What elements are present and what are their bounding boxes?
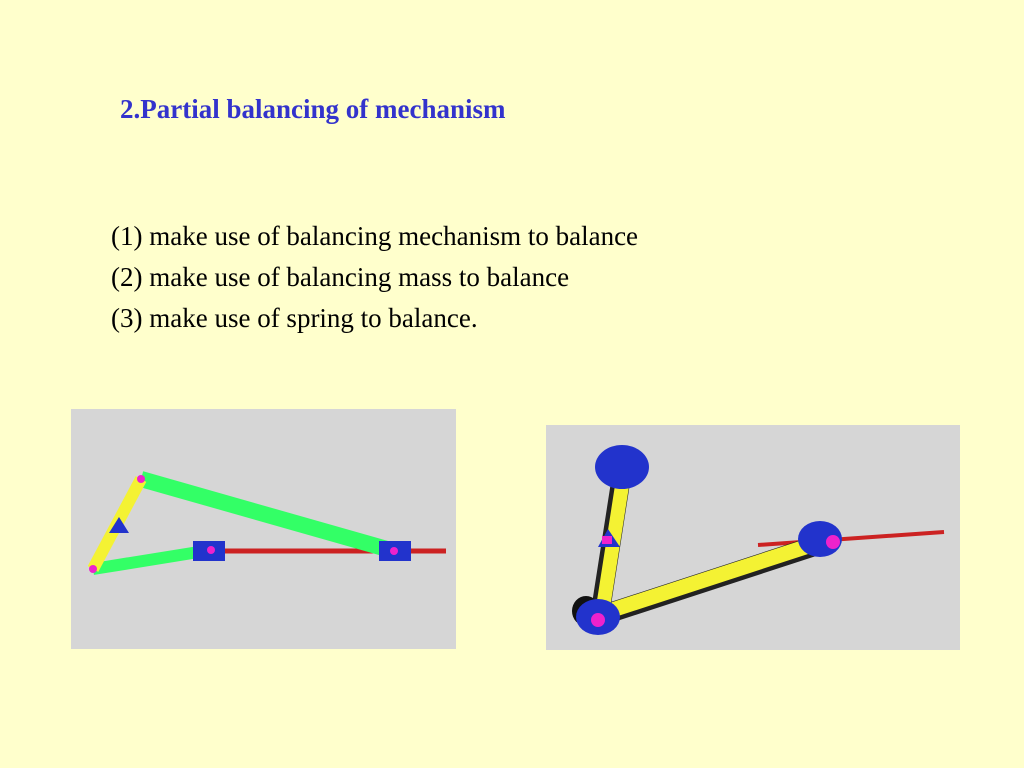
joint [89, 565, 97, 573]
joint [137, 475, 145, 483]
method-item-2: (2) make use of balancing mass to balance [111, 262, 570, 292]
joint [390, 547, 398, 555]
joint [826, 535, 840, 549]
method-list [111, 216, 638, 339]
method-item-1: (1) make use of balancing mechanism to balance [111, 221, 639, 251]
counterweight-top [595, 445, 649, 489]
joint [591, 613, 605, 627]
pivot-pin [602, 536, 612, 544]
balancing-mass-figure [546, 425, 960, 650]
method-item-3: (3) make use of spring to balance. [111, 303, 478, 333]
balancing-mechanism-drawing [71, 409, 456, 649]
balancing-mass-drawing [546, 425, 960, 650]
joint [207, 546, 215, 554]
slide-title: 2.Partial balancing of mechanism [120, 94, 506, 124]
balancing-mechanism-figure [71, 409, 456, 649]
